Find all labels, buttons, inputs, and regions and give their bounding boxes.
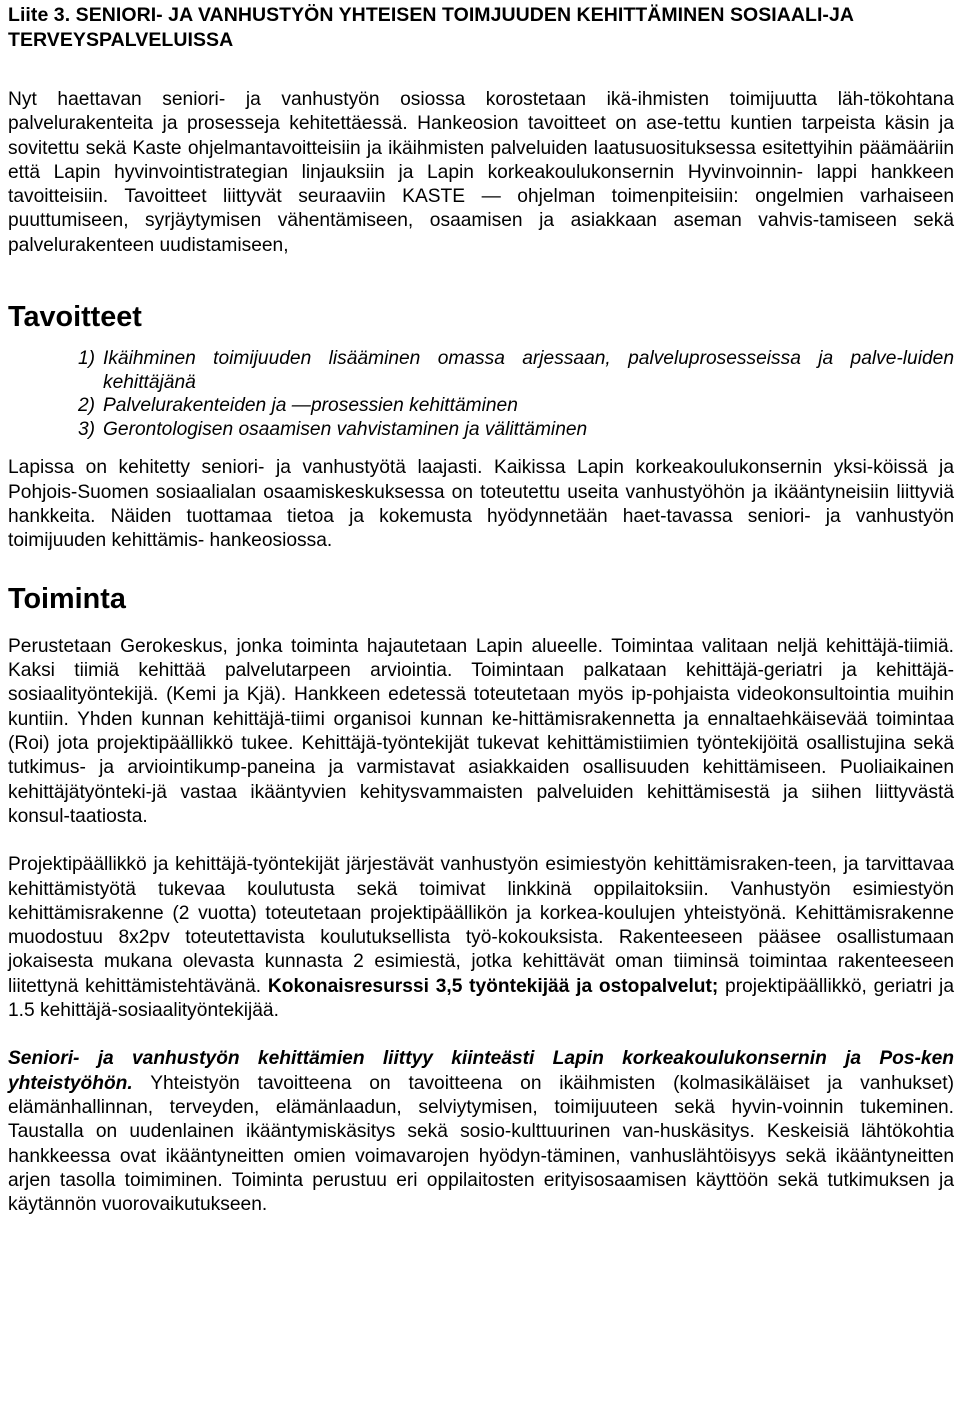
action-paragraph-2 — [8, 853, 954, 1023]
total-resources-detail: projektipäällikkö, geriatri ja 1.5 kehittäjä-sosiaalityöntekijää. — [8, 975, 954, 1022]
goal-number: 2) — [78, 395, 96, 417]
lapland-paragraph: Lapissa on kehitetty seniori- ja vanhustyötä laajasti. Kaikissa Lapin korkeakoulukonsernin yksi-köissä ja Pohjois-Suomen sosiaalialan osaamiskeskuksessa on toteutettu useita vanhustyöhön ja ikääntyneisiin liittyviä hankkeita. Näiden tuottamaa tietoa ja kokemusta hyödynnetään haet-tavassa seniori- ja vanhustyön toimijuuden kehittämis- hankeosiossa. — [8, 457, 954, 552]
document-title: Liite 3. SENIORI- JA VANHUSTYÖN YHTEISEN TOIMJUUDEN KEHITTÄMINEN SOSIAALI-JA TERVEYSPALVELUISSA — [8, 4, 854, 51]
action-paragraph-2-text: Projektipäällikkö ja kehittäjä-työntekijät järjestävät vanhustyön esimiestyön kehittämisraken-teen, ja tarvittavaa kehittämistyötä tukevaa koulutusta sekä toimivat linkkinä oppilaitoksiin. Vanhustyön esimiestyön kehittämisrakenne (2 vuotta) toteutetaan projektipäällikön ja korkea-koulujen yhteistyönä. Kehittämisrakenne muodostuu 8x2pv toteutettavista koulutuksellista työ-kokouksista. Rakenteeseen pääsee osallistumaan jokaisesta mukana olevasta kunnasta 2 esimiestä, jotka kehittävät oman tiiminsä toimintaa rakenteeseen liitettynä kehittämistehtävänä. — [8, 854, 954, 997]
goals-list — [8, 347, 954, 441]
intro-paragraph: Nyt haettavan seniori- ja vanhustyön osiossa korostetaan ikä-ihmisten toimijuutta läh-tökohtana palvelurakenteita ja prosesseja kehitettäessä. Hankeosion tavoitteet on ase-tettu kuntien tarpeista käsin ja sovitettu sekä Kaste ohjelmantavoitteisiin ja ikäihmisten palveluiden laatusuosituksessa esitettyihin päämääriin että Lapin hyvinvointistrategian linjauksiin ja Lapin korkeakoulukonsernin Hyvinvoinnin- lappi hankkeen tavoitteisiin. Tavoitteet liittyvät seuraaviin KASTE — ohjelman toimenpiteisiin: ongelmien varhaiseen puuttumiseen, syrjäytymisen vähentämiseen, osaamisen ja asiakkaan aseman vahvis-tamiseen sekä palvelurakenteen uudistamiseen, — [8, 89, 954, 256]
goal-item — [8, 394, 954, 418]
goal-text: Ikäihminen toimijuuden lisääminen omassa arjessaan, palveluprosesseissa ja palve-luiden kehittäjänä — [103, 348, 954, 393]
cooperation-lead: Seniori- ja vanhustyön kehittämien liittyy kiinteästi Lapin korkeakoulukonsernin ja Pos-ken yhteistyöhön. — [8, 1048, 954, 1094]
goal-item — [8, 418, 954, 442]
goals-heading: Tavoitteet — [8, 301, 142, 334]
action-heading: Toiminta — [8, 582, 126, 615]
action-paragraph-1: Perustetaan Gerokeskus, jonka toiminta hajautetaan Lapin alueelle. Toimintaa valitaan neljä kehittäjä-tiimiä. Kaksi tiimiä kehittää palvelutarpeen arviointia. Toimintaan palkataan kehittäjä-geriatri ja kehittäjä-sosiaalityöntekijä. (Kemi ja Kjä). Hankkeen edetessä toteutetaan myös ip-pohjaista videokonsultointia muihin kuntiin. Yhden kunnan kehittäjä-tiimi organisoi kunnan ke-hittämisrakennetta ja ennaltaehkäisevää toimintaa (Roi) jota projektipäällikkö tukee. Kehittäjä-työntekijät tukevat kehittämistiimien työntekijöitä osallistujina sekä tutkimus- ja arviointikump-paneina ja varmistavat asiakkaiden osallisuuden kehittämiseen. Puoliaikainen kehittäjätyönteki-jä vastaa ikääntyvien kehitysvammaisten palveluiden kehittämisestä ja siihen liittyvästä konsul-taatiosta. — [8, 635, 954, 827]
goal-number: 1) — [78, 348, 96, 370]
total-resources-label: Kokonaisresurssi 3,5 työntekijää ja ostopalvelut; — [267, 975, 719, 997]
goal-number: 3) — [78, 418, 96, 440]
goal-text: Gerontologisen osaamisen vahvistaminen ja välittäminen — [103, 418, 588, 440]
goal-text: Palvelurakenteiden ja —prosessien kehittäminen — [103, 395, 518, 417]
cooperation-paragraph — [8, 1047, 954, 1217]
cooperation-text: Yhteistyön tavoitteena on tavoitteena on ikäihmisten (kolmasikäläiset ja vanhukset) elämänhallinnan, terveyden, elämänlaadun, selviytymisen, toimijuuteen sekä hyvin-voinnin tukeminen. Taustalla on uudenlainen ikääntymiskäsitys sekä sosio-kulttuurinen van-huskäsitys. Keskeisiä lähtökohtia hankkeessa ovat ikääntyneitten omien voimavarojen hyödyn-täminen, vanhuslähtöisyys sekä ikääntyneitten arjen tasolla toimiminen. Toiminta perustuu eri oppilaitosten erityisosaamisen käyttöön sekä tutkimuksen ja käytännön vuorovaikutukseen. — [8, 1072, 954, 1216]
goal-item — [8, 347, 954, 394]
document-page — [8, 0, 954, 1217]
